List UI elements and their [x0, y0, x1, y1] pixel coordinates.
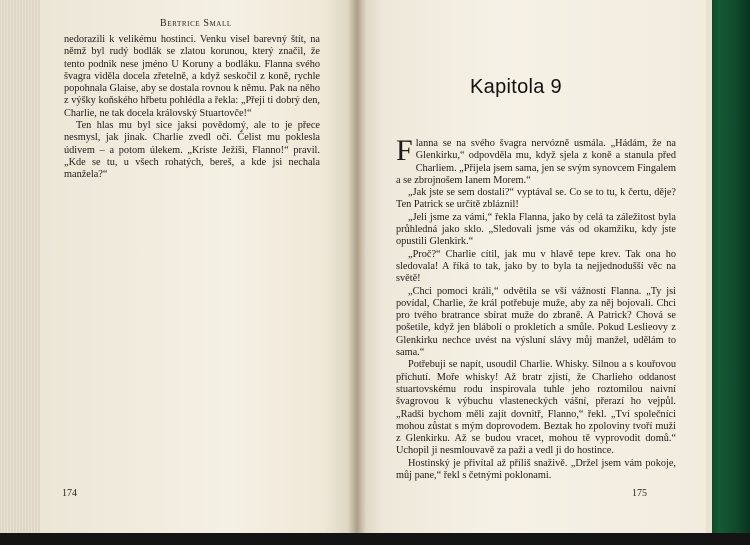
- paragraph: „Chci pomoci králi,“ odvětila se vší vážností Flanna. „Ty jsi povídal, Charlie, že král potřebuje muže, aby za něj bojovali. Chci pro tvého bratrance sbírat muže do zbraně. A Patrick? Chová se pošetile, když jen blábolí o prokletích a smůle. Pokud Leslieovy z Glenkirku nechce uvést na výsluní slávy můj manžel, udělám to sama.“: [396, 285, 676, 359]
- first-paragraph: [396, 134, 676, 187]
- right-page-text: [396, 134, 676, 482]
- background-band: [0, 533, 750, 545]
- paragraph: „Jak jste se sem dostali?“ vyptával se. Co se to tu, k čertu, děje? Ten Patrick se určitě zbláznil!: [396, 187, 676, 211]
- chapter-title: Kapitola 9: [470, 76, 562, 98]
- paragraph: „Jeli jsme za vámi,“ řekla Flanna, jako by celá ta záležitost byla průhledná jako sklo. „Sledovali jsme vás od okamžiku, kdy jste opustili Glenkirk.“: [396, 211, 676, 248]
- running-head: Bertrice Small: [160, 18, 232, 29]
- paragraph: Ten hlas mu byl sice jaksi povědomý, ale to je přece nesmysl, jak jinak. Charlie zvedl oči. Čelist mu poklesla údivem – a potom úlekem. „Kriste Ježíši, Flanno!“ pravil. „Kde se tu, u všech rohatých, bereš, a kde jsi nechala manžela?“: [64, 120, 320, 181]
- book-cover-edge: [706, 0, 750, 545]
- book-gutter: [348, 0, 366, 533]
- paragraph: nedorazili k velikému hostinci. Venku visel barevný štít, na němž byl rudý bodlák se zlatou korunou, který značil, že tento podnik nese jméno U Koruny a bodláku. Flanna svého švagra viděla docela zřetelně, a když seskočil z koně, rychle popohnala Glaise, aby se dostala rovnou k němu. Pak na něho z výšky koňského hřbetu pohlédla a řekla: „Přeji ti dobrý den, Charlie, ne tak docela královský Stuartovče!“: [64, 34, 320, 119]
- page-edges-left: [0, 0, 42, 545]
- first-paragraph-text: lanna se na svého švagra nervózně usmála. „Hádám, že na Glenkirku,“ odpovděla mu, když sjela z koně a stanula před Charliem. „Přijela jsem sama, jen se svým synovcem Fingalem a se zbrojnošem Ianem Morem.“: [396, 138, 676, 186]
- page-number-left: 174: [62, 488, 77, 499]
- left-page-text: [64, 34, 320, 182]
- paragraph: Hostinský je přivítal až příliš snaživě. „Držel jsem vám pokoje, můj pane,“ řekl s četnými poklonami.: [396, 457, 676, 482]
- paragraph: „Proč?“ Charlie cítil, jak mu v hlavě tepe krev. Tak ona ho sledovala! A říká to tak, jako by to byla ta nejjednodušší věc na světě!: [396, 248, 676, 285]
- page-number-right: 175: [632, 488, 647, 499]
- paragraph: Potřebuji se napít, usoudil Charlie. Whisky. Silnou a s kouřovou příchutí. Moře whisky! Až bratr zjistí, že Charlieho oddanost stuartovskému rodu inspirovala tuhle jeho roztomilou naivní švagrovou k výbuchu vlasteneckých vášní, přerazí ho vejpůl. „Radši bychom měli zajít dovnitř, Flanno,“ řekl. „Tví společníci mohou zůstat s mým doprovodem. Beztak ho zpoloviny tvoří muži z Glenkirku. Až se budou vracet, mohou tě vyprovodit domů.“ Uchopil ji nesmlouvavě za paži a vedl ji do hostince.: [396, 359, 676, 457]
- drop-cap: F: [396, 134, 413, 167]
